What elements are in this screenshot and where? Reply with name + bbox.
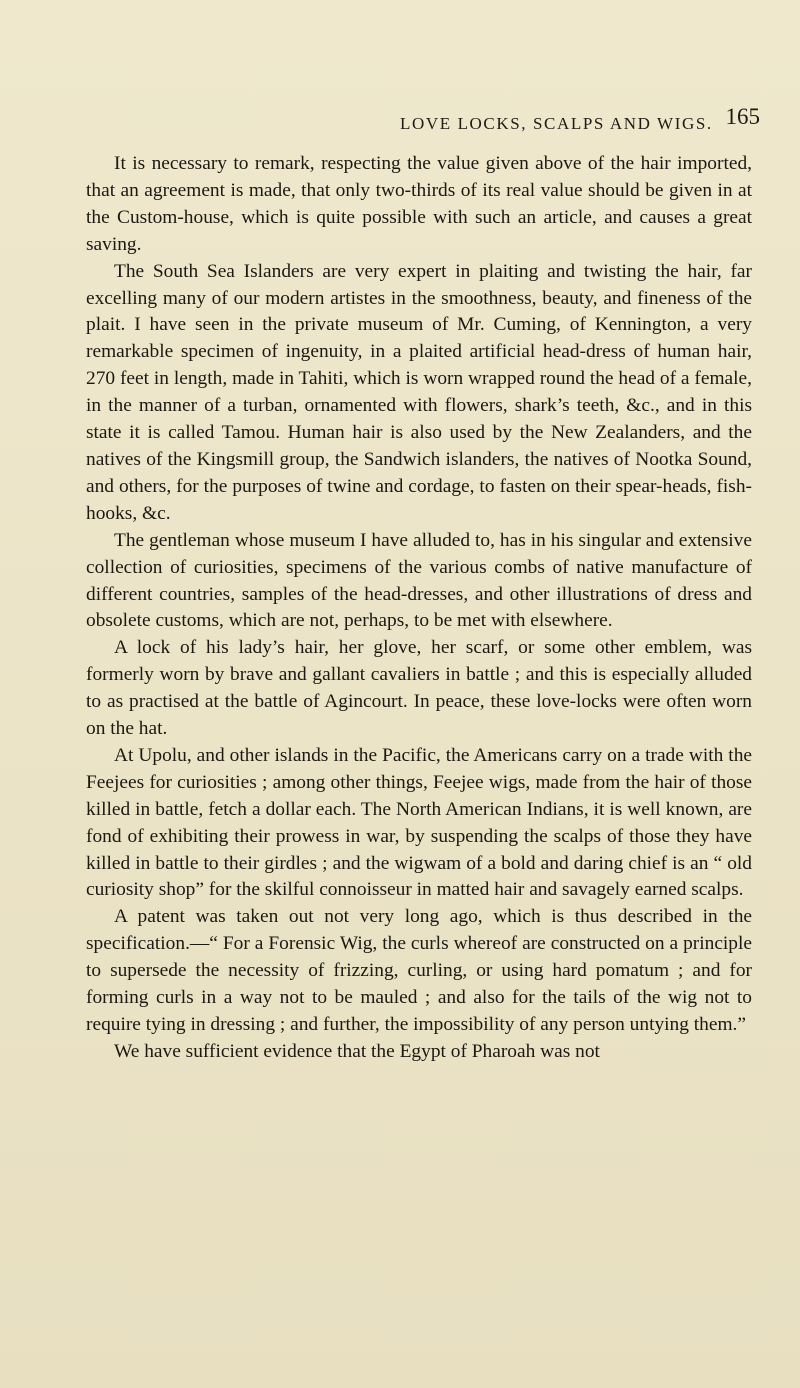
body-text bbox=[86, 151, 752, 1066]
paragraph: The South Sea Islanders are very expert in plaiting and twisting the hair, far excelling many of our modern artistes in the smoothness, beauty, and fineness of the plait. I have seen in the private museum of Mr. Cuming, of Kennington, a very remarkable specimen of ingenuity, in a plaited artificial head-dress of human hair, 270 feet in length, made in Tahiti, which is worn wrapped round the head of a female, in the manner of a turban, ornamented with flowers, shark’s teeth, &c., and in this state it is called Tamou. Human hair is also used by the New Zealanders, and the natives of the Kingsmill group, the Sandwich islanders, the natives of Nootka Sound, and others, for the purposes of twine and cordage, to fasten on their spear-heads, fish-hooks, &c. bbox=[86, 260, 752, 524]
paragraph-last: We have sufficient evidence that the Egypt of Pharoah was not bbox=[114, 1040, 600, 1062]
page-number: 165 bbox=[725, 104, 760, 129]
page-header bbox=[80, 104, 760, 142]
paragraph: It is necessary to remark, respecting the value given above of the hair imported, that an agreement is made, that only two-thirds of its real value should be given in at the Custom-house, which is quite possible with such an article, and causes a great saving. bbox=[86, 153, 752, 255]
running-head: LOVE LOCKS, SCALPS AND WIGS. bbox=[400, 114, 713, 133]
paragraph: A patent was taken out not very long ago, which is thus described in the specification.—“ For a Forensic Wig, the curls whereof are constructed on a principle to supersede the necessity of frizzing, curling, or using hard pomatum ; and for forming curls in a way not to be mauled ; and also for the tails of the wig not to require tying in dressing ; and further, the impossibility of any person untying them.” bbox=[86, 906, 752, 1035]
paragraph: A lock of his lady’s hair, her glove, her scarf, or some other emblem, was formerly worn by brave and gallant cavaliers in battle ; and this is especially alluded to as practised at the battle of Agincourt. In peace, these love-locks were often worn on the hat. bbox=[86, 637, 752, 740]
paragraph: The gentleman whose museum I have alluded to, has in his singular and extensive collection of curiosities, specimens of the various combs of native manufacture of different countries, samples of the head-dresses, and other illustrations of dress and obsolete customs, which are not, perhaps, to be met with elsewhere. bbox=[86, 529, 752, 632]
paragraph: At Upolu, and other islands in the Pacific, the Americans carry on a trade with the Feejees for curiosities ; among other things, Feejee wigs, made from the hair of those killed in battle, fetch a dollar each. The North American Indians, it is well known, are fond of exhibiting their prowess in war, by suspending the scalps of those they have killed in battle to their girdles ; and the wigwam of a bold and daring chief is an “ old curiosity shop” for the skilful connoisseur in matted hair and savagely earned scalps. bbox=[86, 744, 752, 901]
